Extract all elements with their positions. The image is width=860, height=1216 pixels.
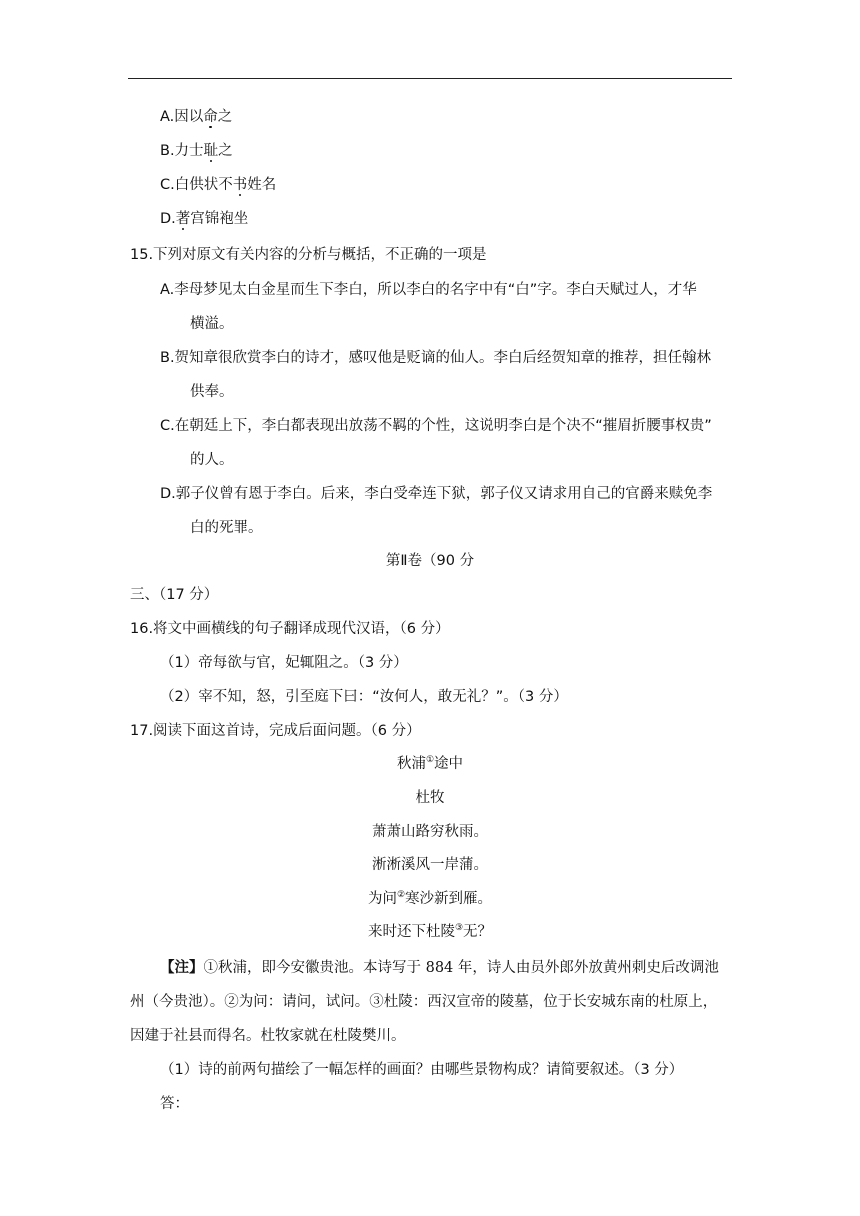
header-rule bbox=[128, 78, 732, 79]
q15-stem: 15.下列对原文有关内容的分析与概括，不正确的一项是 bbox=[130, 247, 487, 263]
footnote-marker: ③ bbox=[454, 923, 464, 934]
poem-author: 杜牧 bbox=[415, 790, 445, 806]
poem-note-line2: 州（今贵池）。②为问：请问，试问。③杜陵：西汉宣帝的陵墓，位于长安城东南的杜原上， bbox=[130, 994, 718, 1010]
poem-line-2: 淅淅溪风一岸蒲。 bbox=[372, 857, 488, 873]
poem-line-1: 萧萧山路穷秋雨。 bbox=[372, 824, 488, 840]
q14-option-c: C.白供状不书姓名 bbox=[160, 177, 277, 193]
emphasis-dot-char: 命 bbox=[203, 109, 218, 125]
q16-sentence-1: （1）帝每欲与官，妃辄阻之。（3 分） bbox=[160, 655, 408, 671]
footnote-marker: ② bbox=[396, 890, 406, 901]
poem-line-4: 来时还下杜陵③无？ bbox=[367, 923, 493, 940]
section-2-title: 第Ⅱ卷（90 分 bbox=[385, 553, 475, 569]
emphasis-dot-char: 著 bbox=[175, 211, 191, 227]
q16-stem: 16.将文中画横线的句子翻译成现代汉语，（6 分） bbox=[130, 621, 450, 637]
q15-option-b-line2: 供奉。 bbox=[190, 384, 234, 400]
section-3-heading: 三、（17 分） bbox=[130, 587, 219, 603]
emphasis-dot-char: 书 bbox=[232, 177, 248, 193]
q15-option-d-line2: 白的死罪。 bbox=[190, 520, 263, 536]
poem-note-line1: 【注】①秋浦，即今安徽贵池。本诗写于 884 年，诗人由员外郎外放黄州刺史后改调池 bbox=[160, 959, 719, 976]
q15-option-c-line2: 的人。 bbox=[190, 452, 234, 468]
q15-option-a-line2: 横溢。 bbox=[190, 316, 234, 332]
note-label: 【注】 bbox=[160, 959, 204, 976]
q14-option-b: B.力士耻之 bbox=[160, 143, 233, 159]
q14-option-a: A.因以命之 bbox=[160, 109, 233, 125]
q15-option-d-line1: D.郭子仪曾有恩于李白。后来，李白受牵连下狱，郭子仪又请求用自己的官爵来赎免李 bbox=[160, 486, 713, 502]
q15-option-a-line1: A.李母梦见太白金星而生下李白，所以李白的名字中有“白”字。李白天赋过人，才华 bbox=[160, 282, 697, 298]
q17-stem: 17.阅读下面这首诗，完成后面问题。（6 分） bbox=[130, 723, 421, 739]
q16-sentence-2: （2）宰不知，怒，引至庭下曰：“汝何人，敢无礼？”。（3 分） bbox=[160, 689, 568, 705]
emphasis-dot-char: 耻 bbox=[203, 143, 219, 159]
poem-title: 秋浦①途中 bbox=[396, 755, 464, 772]
poem-line-3: 为问②寒沙新到雁。 bbox=[367, 890, 493, 907]
q15-option-b-line1: B.贺知章很欣赏李白的诗才，感叹他是贬谪的仙人。李白后经贺知章的推荐，担任翰林 bbox=[160, 350, 712, 366]
q14-option-d: D.著宫锦袍坐 bbox=[160, 211, 249, 227]
q15-option-c-line1: C.在朝廷上下，李白都表现出放荡不羁的个性，这说明李白是个决不“摧眉折腰事权贵” bbox=[160, 418, 712, 434]
q17-subquestion-1: （1）诗的前两句描绘了一幅怎样的画面？由哪些景物构成？请简要叙述。（3 分） bbox=[160, 1062, 684, 1078]
answer-label: 答： bbox=[160, 1096, 189, 1112]
poem-note-line3: 因建于社县而得名。杜牧家就在杜陵樊川。 bbox=[130, 1028, 406, 1044]
footnote-marker: ① bbox=[425, 755, 435, 766]
